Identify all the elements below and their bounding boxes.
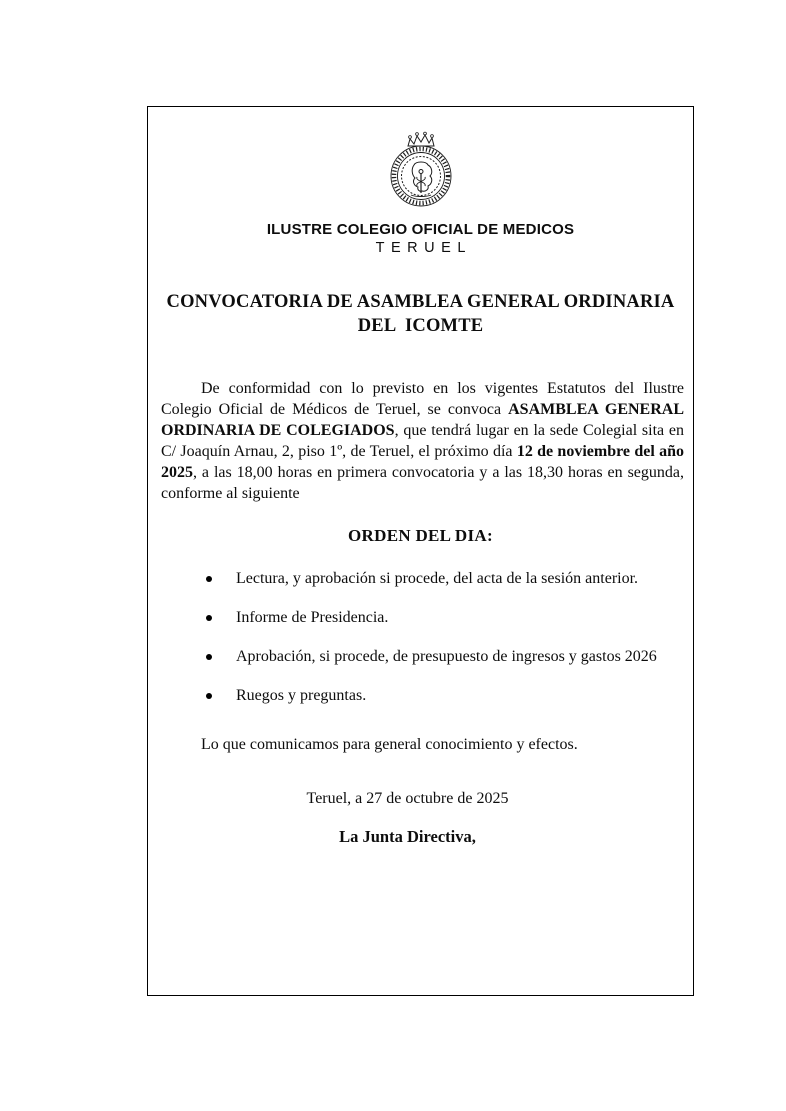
agenda-item-text: Aprobación, si procede, de presupuesto de ingresos y gastos 2026 [236,648,657,665]
medical-college-seal-icon [384,129,458,211]
agenda-item [236,607,684,628]
document-title-line2: DEL ICOMTE [357,316,484,336]
agenda-item-text: Ruegos y preguntas. [236,687,367,704]
college-seal-logo [148,107,693,211]
agenda-item [236,685,684,706]
agenda-item-text: Lectura, y aprobación si procede, del acta de la sesión anterior. [236,570,639,587]
bullet-icon [206,576,212,582]
org-header [148,221,693,258]
date-line: Teruel, a 27 de octubre de 2025 [306,790,509,807]
bullet-icon [206,615,212,621]
agenda-item [236,568,684,589]
agenda-list [148,568,684,706]
signature-line: La Junta Directiva, [339,827,476,846]
intro-text-2: , que tendrá lugar en la sede Colegial sita en C/ Joaquín Arnau, 2, piso 1º, de Teruel, el próximo día [161,422,685,460]
intro-text-3: , a las 18,00 horas en primera convocatoria y a las 18,30 horas en segunda, conforme al siguiente [161,464,684,502]
intro-bold-date: 12 de noviembre del año 2025 [161,443,684,481]
closing-line: Lo que comunicamos para general conocimiento y efectos. [201,736,578,753]
agenda-item-text: Informe de Presidencia. [236,609,389,626]
document-border-frame [147,106,694,996]
intro-text-1: De conformidad con lo previsto en los vigentes Estatutos del Ilustre Colegio Oficial de Médicos de Teruel, se convoca [161,380,684,418]
org-name: ILUSTRE COLEGIO OFICIAL DE MEDICOS [266,221,575,238]
agenda-heading: ORDEN DEL DIA: [348,526,493,545]
org-city: TERUEL [375,240,472,256]
intro-paragraph [161,378,684,504]
bullet-icon [206,693,212,699]
intro-bold-assembly: ASAMBLEA GENERAL ORDINARIA DE COLEGIADOS [161,401,684,439]
agenda-item [236,646,684,667]
bullet-icon [206,654,212,660]
document-title-line1: CONVOCATORIA DE ASAMBLEA GENERAL ORDINARIA [166,292,675,312]
document-title [148,290,693,338]
